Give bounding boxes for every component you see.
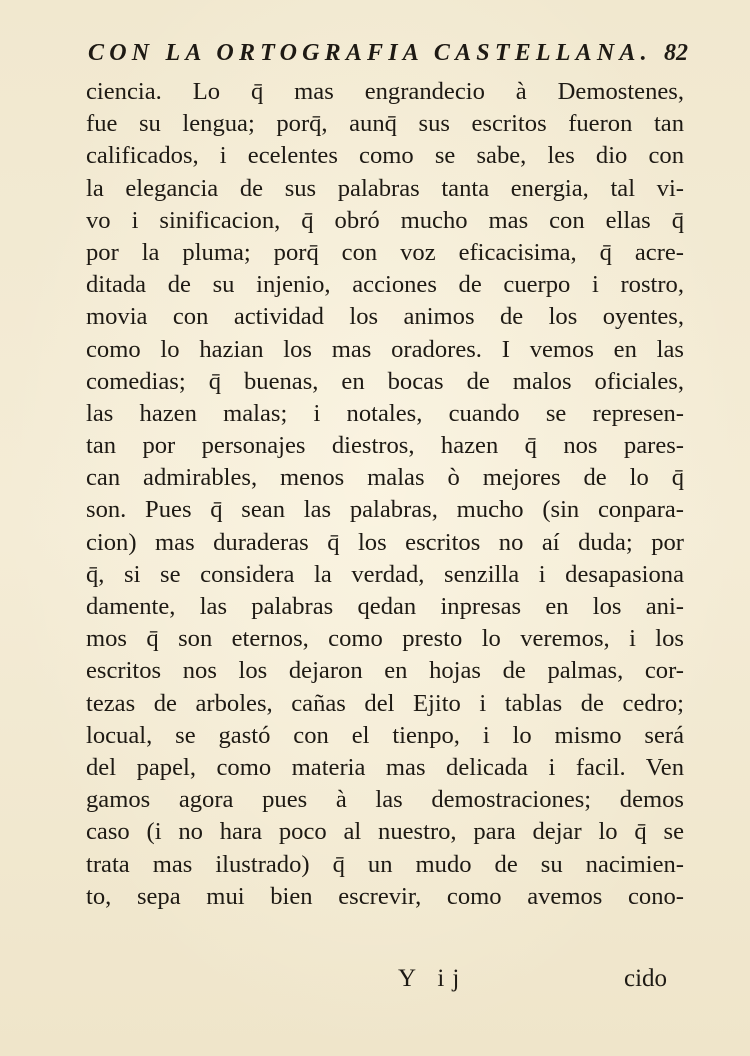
text-line: cion) mas duraderas q̄ los escritos no aí duda; por — [86, 528, 684, 556]
text-line: can admirables, menos malas ò mejores de lo q̄ — [86, 464, 684, 492]
body-text — [86, 76, 684, 956]
text-line: la elegancia de sus palabras tanta energia, tal vi- — [86, 174, 684, 202]
text-line: to, sepa mui bien escrevir, como avemos cono- — [86, 882, 684, 910]
text-line: movia con actividad los animos de los oyentes, — [86, 303, 684, 331]
text-line: escritos nos los dejaron en hojas de palmas, cor- — [86, 657, 684, 685]
text-line: como lo hazian los mas oradores. I vemos en las — [86, 335, 684, 363]
folio-number: 82 — [664, 40, 688, 66]
text-line: las hazen malas; i notales, cuando se represen- — [86, 399, 684, 427]
catchword: cido — [624, 965, 668, 992]
text-line: calificados, i ecelentes como se sabe, les dio con — [86, 142, 684, 170]
text-line: q̄, si se considera la verdad, senzilla i desapasiona — [86, 560, 684, 588]
running-head-title: CON LA ORTOGRAFIA CASTELLANA. — [88, 40, 652, 66]
text-line: del papel, como materia mas delicada i facil. Ven — [86, 753, 684, 781]
text-line: trata mas ilustrado) q̄ un mudo de su nacimien- — [86, 850, 684, 878]
signature-mark: Y ij — [398, 965, 468, 992]
text-line: ditada de su injenio, acciones de cuerpo i rostro, — [86, 271, 684, 299]
text-line: ciencia. Lo q̄ mas engrandecio à Demostenes, — [86, 78, 684, 105]
text-line: son. Pues q̄ sean las palabras, mucho (sin conpara- — [86, 496, 684, 524]
text-line: por la pluma; porq̄ con voz eficacisima, q̄ acre- — [86, 238, 684, 266]
running-head — [88, 36, 688, 70]
text-line: mos q̄ son eternos, como presto lo veremos, i los — [86, 625, 684, 653]
text-line: tan por personajes diestros, hazen q̄ nos pares- — [86, 432, 684, 460]
text-line: vo i sinificacion, q̄ obró mucho mas con ellas q̄ — [86, 206, 684, 234]
text-line: fue su lengua; porq̄, aunq̄ sus escritos fueron tan — [86, 110, 684, 138]
text-line: damente, las palabras qedan inpresas en los ani- — [86, 593, 684, 620]
text-line: comedias; q̄ buenas, en bocas de malos oficiales, — [86, 367, 684, 395]
text-line: caso (i no hara poco al nuestro, para dejar lo q̄ se — [86, 818, 684, 846]
text-line: locual, se gastó con el tienpo, i lo mismo será — [86, 721, 684, 749]
text-line: tezas de arboles, cañas del Ejito i tablas de cedro; — [86, 689, 684, 717]
text-line: gamos agora pues à las demostraciones; demos — [86, 786, 684, 814]
